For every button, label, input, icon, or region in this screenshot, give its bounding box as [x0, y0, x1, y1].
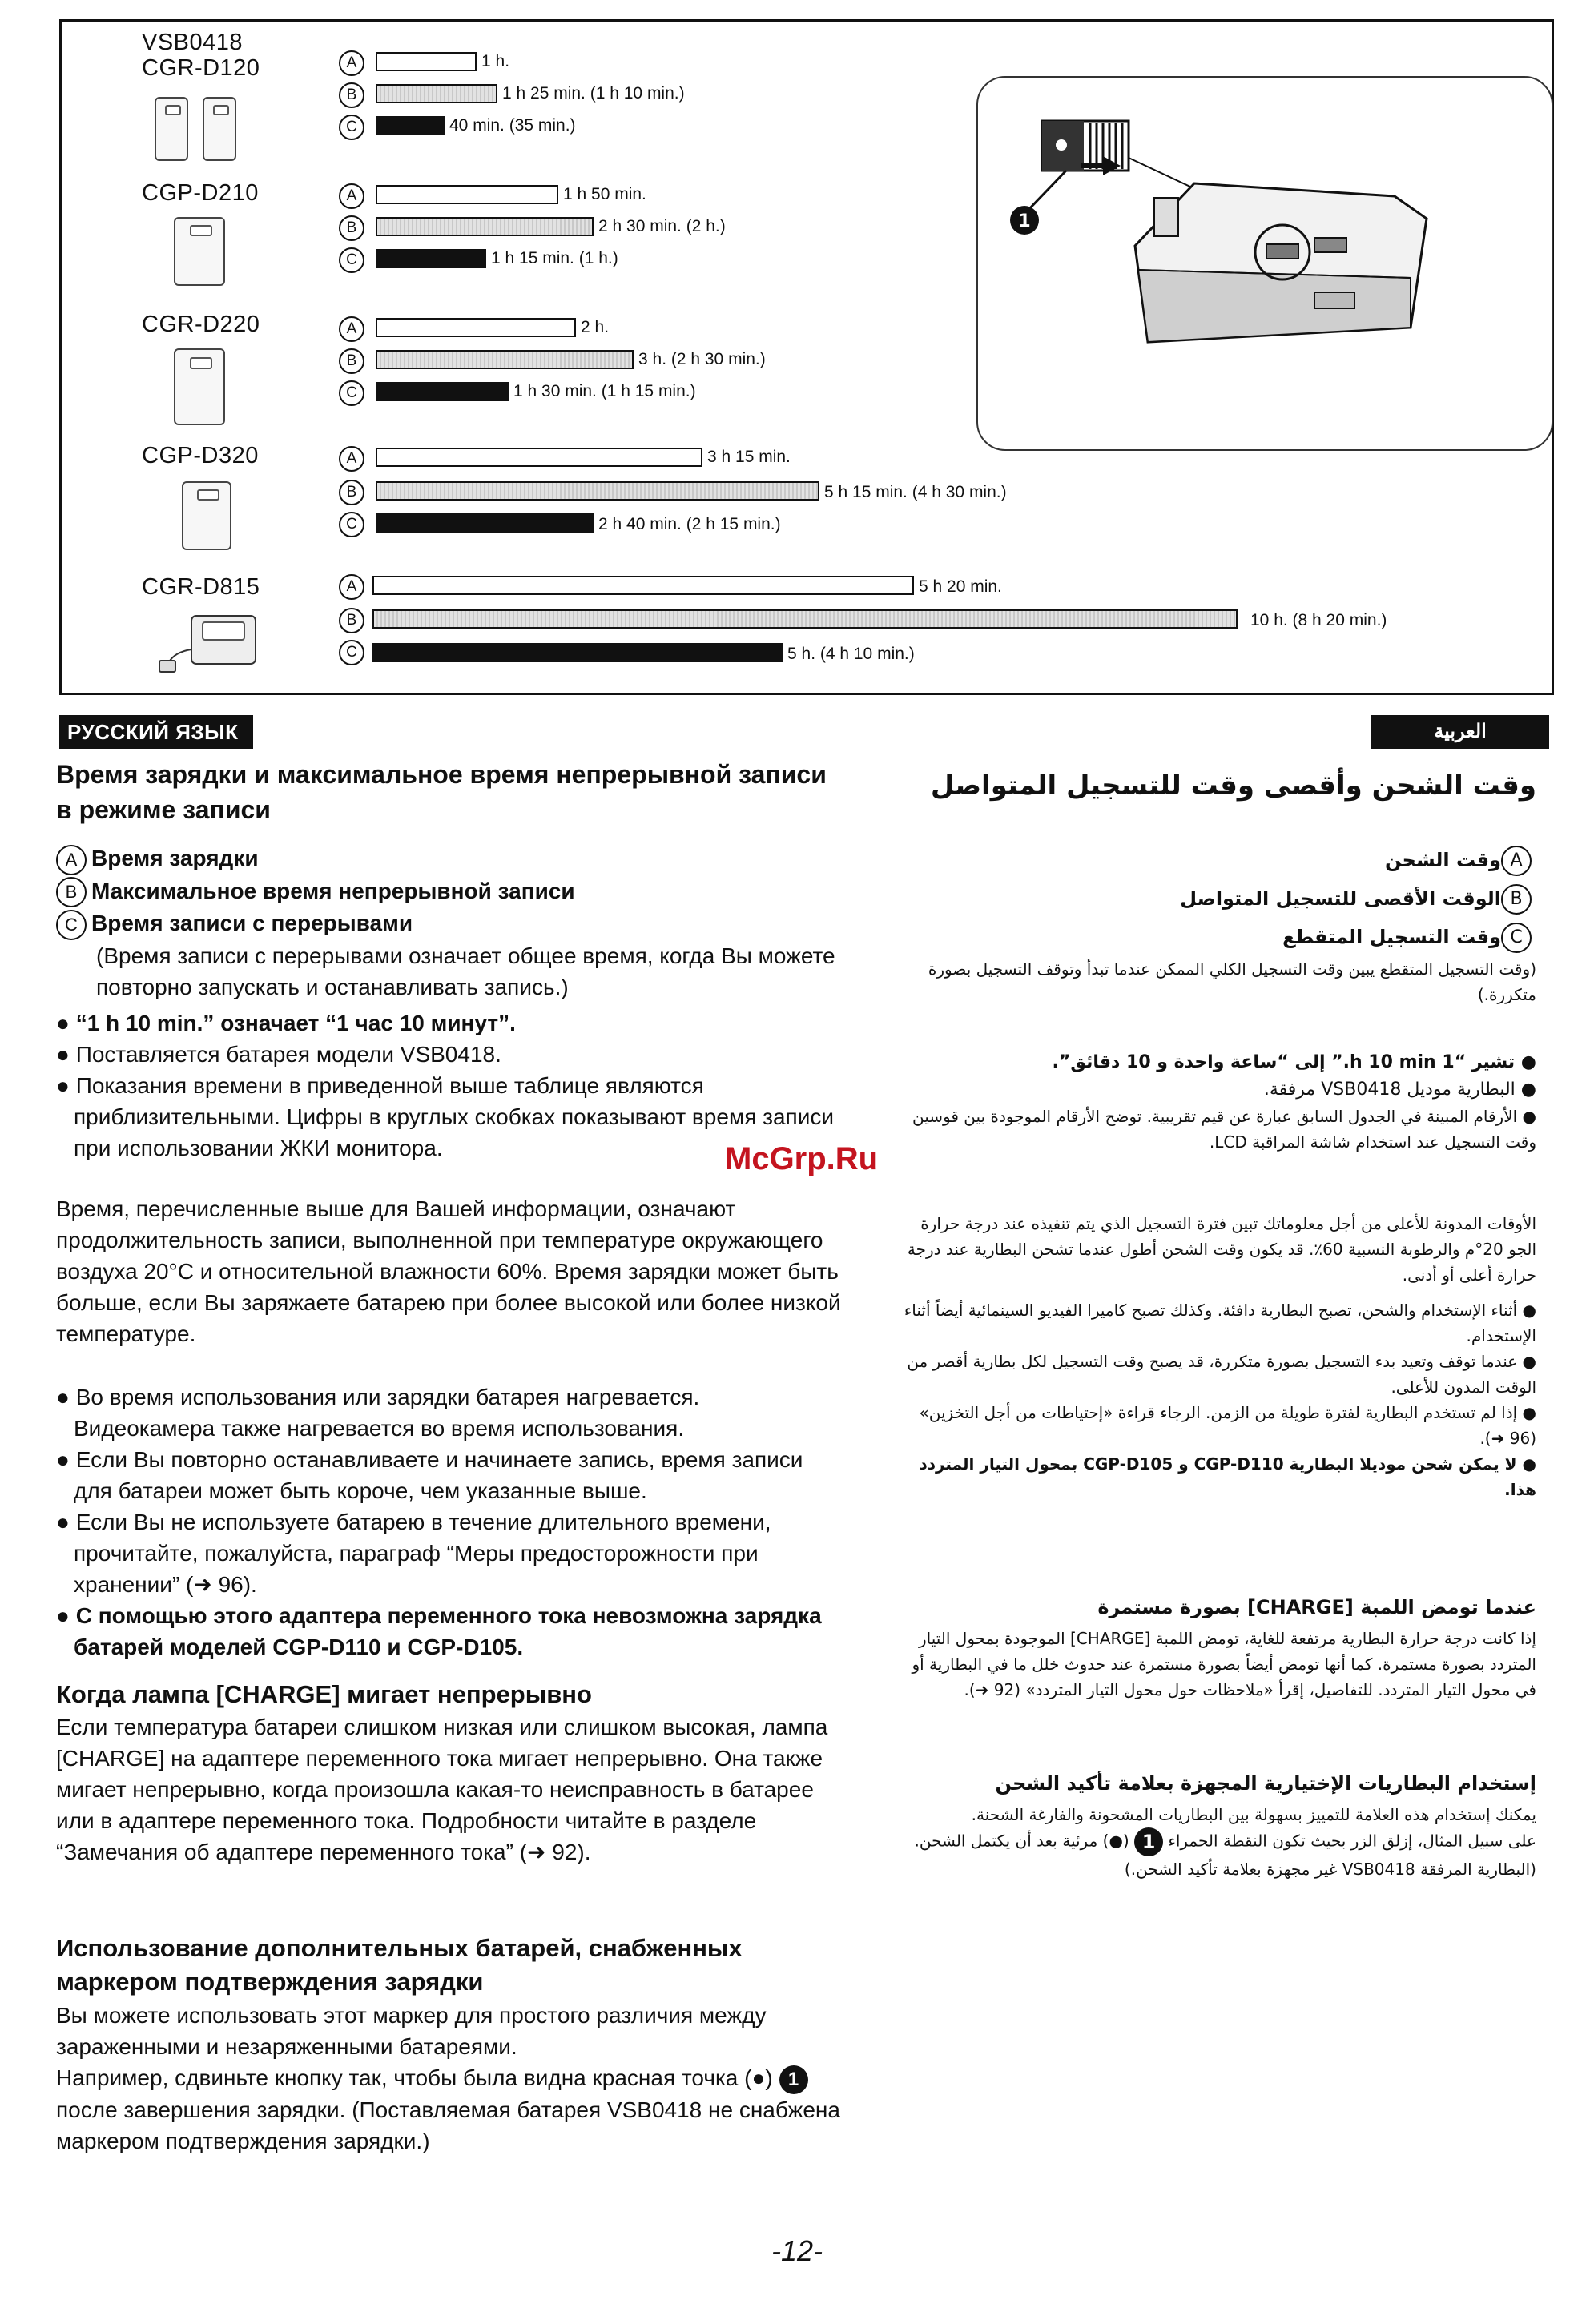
battery-model-label: CGP-D210 [142, 180, 259, 206]
value-max-continuous: 5 h 15 min. (4 h 30 min.) [824, 483, 1007, 501]
bar-charging-time [376, 185, 558, 204]
bar-intermittent [376, 249, 486, 268]
bar-charging-time [376, 52, 477, 71]
charger-image [156, 611, 268, 675]
ru-notes-1: ● “1 h 10 min.” означает “1 час 10 минут”. ● Поставляется батарея модели VSB0418. ● Показания времени в приведенной выше таблице являются приблизительными. Цифры в круглых скобках показывают время записи при использовании ЖКИ монитора. [56, 1011, 834, 1160]
bar-max-continuous [376, 217, 594, 236]
letter-b-icon: B [1501, 884, 1532, 915]
value-intermittent: 40 min. (35 min.) [449, 116, 576, 135]
row-letter-c: C [339, 380, 364, 406]
battery-image [155, 97, 188, 161]
ar-legend-note: (وقت التسجيل المتقطع يبين وقت التسجيل الكلي الممكن عندما تبدأ وتوقف التسجيل بصورة متكررة.) [928, 959, 1536, 1004]
bar-intermittent [376, 116, 445, 135]
battery-model-label: VSB0418 CGR-D120 [142, 30, 260, 81]
bar-max-continuous [372, 609, 1238, 629]
ar-notes-2: ● أثناء الإستخدام والشحن، تصبح البطارية دافئة. وكذلك تصبح كاميرا الفيديو السينمائية أيضاً أثناء الإستخدام. ● عندما توقف وتعيد بدء التسجيل بصورة متكررة، قد يصبح وقت التسجيل لكل بطارية أقصر من الوقت المدون للأعلى. ● إذا لم تستخدم البطارية لفترة طويلة من الزمن. الرجاء قراءة «إحتياطات من أجل التخزين» (96 ➜). ● لا يمكن شحن موديلا البطارية CGP-D110 و CGP-D105 بمحول التيار المتردد هذا. [904, 1301, 1536, 1499]
battery-image [174, 348, 225, 425]
battery-model-label: CGR-D815 [142, 574, 260, 600]
row-letter-b: B [339, 82, 364, 108]
ar-legend: Aوقت الشحن Bالوقت الأقصى للتسجيل المتواصل Cوقت التسجيل المتقطع (وقت التسجيل المتقطع يبين وقت التسجيل الكلي الممكن عندما تبدأ وتوقف التسجيل بصورة متكررة.) [896, 841, 1536, 1007]
ru-charge-text: Если температура батареи слишком низкая или слишком высокая, лампа [CHARGE] на адаптере переменного тока мигает непрерывно. Она также мигает непрерывно, когда произошла какая-то неисправность в батарее или в адаптере переменного тока. Подробности читайте в разделе “Замечания об адаптере переменного тока” (➜ 92). [56, 1715, 828, 1864]
bar-intermittent [376, 382, 509, 401]
ar-notes-1: ● تشير “1 h 10 min.” إلى “ساعة واحدة و 10 دقائق”. ● البطارية موديل VSB0418 مرفقة. ● الأرقام المبينة في الجدول السابق عبارة عن قيم تقريبية. توضح الأرقام الموجودة بين قوسين وقت التسجيل عند استخدام شاشة المراقبة LCD. [912, 1052, 1536, 1152]
ar-charge-heading: عندما تومض اللمبة [CHARGE] بصورة مستمرة [1097, 1596, 1536, 1618]
letter-a-icon: A [1501, 846, 1532, 876]
ru-notes-2: ● Во время использования или зарядки батарея нагревается. Видеокамера также нагревается во время использования. ● Если Вы повторно останавливаете и начинаете запись, время записи для батареи может быть короче, чем указанные выше. ● Если Вы не используете батарею в течение длительного времени, прочитайте, пожалуйста, параграф “Меры предосторожности при хранении” (➜ 96). ● С помощью этого адаптера переменного тока невозможна зарядка батарей моделей CGP-D110 и CGP-D105. [56, 1385, 822, 1659]
ru-legend-note: (Время записи с перерывами означает общее время, когда Вы можете повторно запускать и останавливать запись.) [96, 943, 835, 999]
row-letter-b: B [339, 215, 364, 241]
ar-title: وقت الشحن وأقصى وقت للتسجيل المتواصل [930, 770, 1536, 802]
value-intermittent: 2 h 40 min. (2 h 15 min.) [598, 515, 781, 533]
row-letter-a: A [339, 574, 364, 600]
row-letter-a: A [339, 316, 364, 342]
letter-c-icon: C [56, 910, 87, 940]
row-letter-a: A [339, 50, 364, 76]
bar-max-continuous [376, 84, 497, 103]
ar-paragraph: الأوقات المدونة للأعلى من أجل معلوماتك تبين فترة التسجيل الذي يتم تنفيذه عند درجة حرارة الجو 20°م والرطوبة النسبية 60٪. قد يكون وقت الشحن أطول عندما تشحن البطارية عند درجة حرارة أعلى أو أدنى. [907, 1214, 1536, 1285]
battery-model-label: CGR-D220 [142, 312, 260, 337]
battery-image [174, 217, 225, 286]
value-max-continuous: 10 h. (8 h 20 min.) [1250, 611, 1387, 629]
row-letter-a: A [339, 183, 364, 209]
ar-extra-heading: إستخدام البطاريات الإختيارية المجهزة بعلامة تأكيد الشحن [995, 1772, 1536, 1795]
battery-image [203, 97, 236, 161]
ar-extra-text: يمكنك إستخدام هذه العلامة للتمييز بسهولة بين البطاريات المشحونة والفارغة الشحنة. على سبيل المثال، إزلق الزر بحيث تكون النقطة الحمراء 1 (●) مرئية بعد أن يكتمل الشحن. (البطارية المرفقة VSB0418 غير مجهزة بعلامة تأكيد الشحن.) [914, 1805, 1536, 1879]
battery-image [182, 481, 231, 550]
ru-paragraph: Время, перечисленные выше для Вашей информации, означают продолжительность записи, выполненной при температуре окружающего воздуха 20°C и относительной влажности 60%. Время зарядки может быть больше, если Вы заряжаете батарею при более высокой или более низкой температуре. [56, 1196, 841, 1346]
letter-a-icon: A [56, 845, 87, 875]
row-letter-c: C [339, 247, 364, 273]
ru-extra-text: Вы можете использовать этот маркер для простого различия между зараженными и незаряженными батареями. Например, сдвиньте кнопку так, чтобы была видна красная точка (●) 1 после завершения зарядки. (Поставляемая батарея VSB0418 не снабжена маркером подтверждения зарядки.) [56, 2003, 840, 2153]
row-letter-b: B [339, 480, 364, 505]
row-letter-b: B [339, 608, 364, 633]
bar-max-continuous [376, 481, 819, 501]
bar-charging-time [376, 448, 702, 467]
value-intermittent: 1 h 15 min. (1 h.) [491, 249, 618, 267]
arabic-language-header: العربية [1371, 715, 1549, 749]
ru-extra-heading: Использование дополнительных батарей, снабженных маркером подтверждения зарядки [56, 1934, 743, 1996]
value-charging-time: 2 h. [581, 318, 610, 336]
battery-model-label: CGP-D320 [142, 443, 259, 468]
page-number: -12- [771, 2234, 823, 2267]
watermark: McGrp.Ru [725, 1141, 879, 1176]
value-max-continuous: 1 h 25 min. (1 h 10 min.) [502, 84, 685, 103]
marker-number: 1 [1018, 211, 1031, 231]
battery-charge-table [59, 19, 1554, 695]
value-charging-time: 5 h 20 min. [919, 577, 1002, 596]
value-max-continuous: 2 h 30 min. (2 h.) [598, 217, 726, 235]
ru-legend: A Время зарядки B Максимальное время непрерывной записи C Время записи с перерывами (Время записи с перерывами означает общее время, когда Вы можете повторно запускать и останавливать запись.) [56, 842, 841, 1003]
row-letter-a: A [339, 446, 364, 472]
value-intermittent: 1 h 30 min. (1 h 15 min.) [513, 382, 696, 400]
value-intermittent: 5 h. (4 h 10 min.) [787, 645, 915, 663]
row-letter-c: C [339, 512, 364, 537]
bar-charging-time [372, 576, 914, 595]
charge-marker-diagram [976, 76, 1553, 451]
value-charging-time: 3 h 15 min. [707, 448, 791, 466]
bar-intermittent [376, 513, 594, 533]
ru-title: Время зарядки и максимальное время непрерывной записи в режиме записи [56, 760, 827, 824]
bar-max-continuous [376, 350, 634, 369]
value-charging-time: 1 h. [481, 52, 510, 70]
letter-b-icon: B [56, 877, 87, 907]
value-max-continuous: 3 h. (2 h 30 min.) [638, 350, 766, 368]
marker-number-icon: 1 [779, 2065, 808, 2094]
ar-charge-text: إذا كانت درجة حرارة البطارية مرتفعة للغاية، تومض اللمبة [CHARGE] الموجودة بمحول التيار المتردد بصورة مستمرة. كما أنها تومض أيضاً بصورة مستمرة عند حدوث خلل ما في البطارية أو في محول التيار المتردد. للتفاصيل، إقرأ «ملاحظات حول محول التيار المتردد» (92 ➜). [912, 1629, 1536, 1699]
row-letter-c: C [339, 640, 364, 665]
value-charging-time: 1 h 50 min. [563, 185, 646, 203]
bar-charging-time [376, 318, 576, 337]
ru-charge-heading: Когда лампа [CHARGE] мигает непрерывно [56, 1680, 592, 1708]
russian-language-header: РУССКИЙ ЯЗЫК [59, 715, 253, 749]
marker-number-icon: 1 [1134, 1827, 1163, 1856]
bar-intermittent [372, 643, 783, 662]
letter-c-icon: C [1501, 923, 1532, 953]
row-letter-c: C [339, 115, 364, 140]
row-letter-b: B [339, 348, 364, 374]
